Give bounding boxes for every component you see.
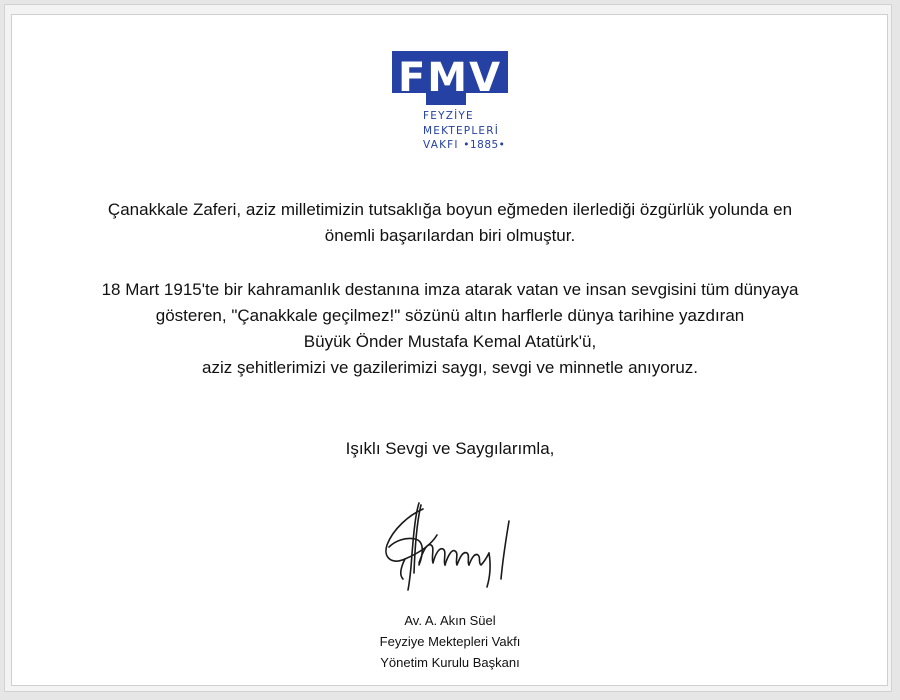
- signer-name: Av. A. Akın Süel: [404, 613, 496, 628]
- message-line: 18 Mart 1915'te bir kahramanlık destanına imza atarak vatan ve insan sevgisini tüm dünyaya: [101, 280, 799, 299]
- signer-title: Yönetim Kurulu Başkanı: [380, 655, 520, 670]
- fmv-logo: [392, 51, 510, 161]
- handwritten-signature: [375, 495, 525, 595]
- logo-line-3: [423, 138, 505, 153]
- message-line: Büyük Önder Mustafa Kemal Atatürk'ü,: [303, 332, 597, 351]
- message-line: Çanakkale Zaferi, aziz milletimizin tutsaklığa boyun eğmeden ilerlediği özgürlük yolunda en: [107, 200, 793, 219]
- logo-letters: FMV: [397, 55, 503, 101]
- logo-mark: [392, 51, 508, 105]
- logo-line-1: FEYZİYE: [423, 110, 474, 122]
- logo-wordmark: [423, 109, 505, 153]
- message-line: gösteren, "Çanakkale geçilmez!" sözünü altın harflerle dünya tarihine yazdıran: [155, 306, 745, 325]
- message-line: aziz şehitlerimizi ve gazilerimizi saygı, sevgi ve minnetle anıyoruz.: [201, 358, 698, 377]
- signer-organization: Feyziye Mektepleri Vakfı: [379, 634, 521, 649]
- logo-line-3-name: VAKFI: [423, 139, 459, 151]
- logo-line-2: MEKTEPLERİ: [423, 124, 500, 137]
- logo-year: •1885•: [463, 139, 506, 151]
- message-paragraph-2: [20, 277, 880, 381]
- message-line: önemli başarılardan biri olmuştur.: [324, 226, 576, 245]
- message-paragraph-1: [20, 197, 880, 249]
- signer-block: [300, 610, 600, 673]
- closing-salutation: Işıklı Sevgi ve Saygılarımla,: [345, 439, 555, 458]
